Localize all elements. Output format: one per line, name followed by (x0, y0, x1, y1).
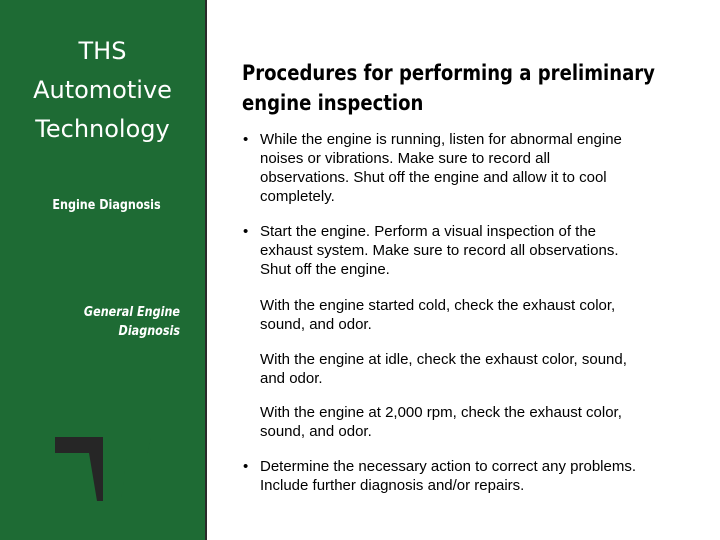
list-item-line: sound, and odor. (260, 316, 372, 333)
program-title (0, 32, 205, 149)
list-item-line: Determine the necessary action to correct any problems. (260, 458, 637, 475)
list-item-line: and odor. (260, 370, 323, 387)
program-title-line: Automotive (33, 76, 172, 104)
unit-name-line: Diagnosis (118, 324, 180, 339)
bullet-marker: • (243, 458, 249, 475)
sidebar (0, 0, 207, 540)
list-item-line: Start the engine. Perform a visual inspection of the (260, 223, 597, 240)
list-item (260, 130, 680, 206)
unit-name-line: General Engine (83, 305, 180, 320)
list-item-line: While the engine is running, listen for abnormal engine (260, 131, 622, 148)
list-item-line: Include further diagnosis and/or repairs. (260, 477, 525, 494)
list-item (260, 296, 680, 334)
list-item-line: observations. Shut off the engine and allow it to cool (260, 169, 607, 186)
list-item-line: With the engine at 2,000 rpm, check the exhaust color, (260, 404, 622, 421)
list-item-line: Shut off the engine. (260, 261, 390, 278)
list-item (260, 457, 680, 495)
page-title-line: engine inspection (242, 91, 424, 115)
list-item-line: noises or vibrations. Make sure to record all (260, 150, 551, 167)
bullet-marker: • (243, 131, 249, 148)
list-item (260, 222, 680, 279)
list-item-line: With the engine started cold, check the exhaust color, (260, 297, 616, 314)
list-item (260, 350, 680, 388)
program-title-line: Technology (35, 115, 170, 143)
course-name: Engine Diagnosis (52, 198, 161, 213)
unit-name (60, 303, 180, 341)
list-item-line: With the engine at idle, check the exhaust color, sound, (260, 351, 627, 368)
list-item-line: exhaust system. Make sure to record all observations. (260, 242, 619, 259)
ths-logo-icon (55, 437, 155, 501)
list-item-line: completely. (260, 188, 335, 205)
page-title (242, 58, 655, 118)
list-item (260, 403, 680, 441)
page-title-line: Procedures for performing a preliminary (242, 61, 655, 85)
bullet-marker: • (243, 223, 249, 240)
list-item-line: sound, and odor. (260, 423, 372, 440)
program-title-line: THS (78, 37, 127, 65)
